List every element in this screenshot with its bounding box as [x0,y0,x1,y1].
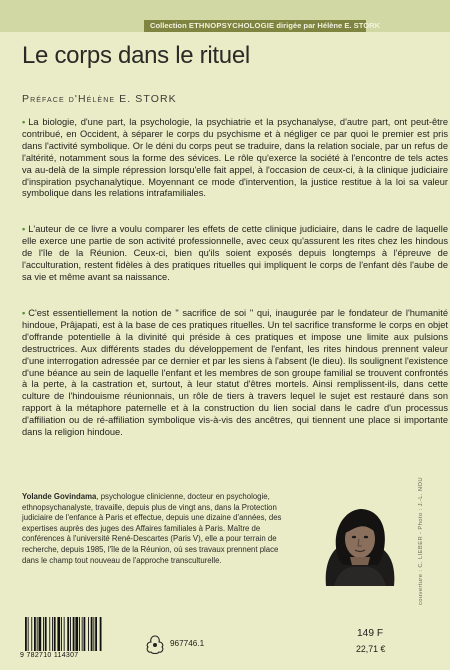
author-bio [22,492,294,566]
barcode-bar [28,617,29,651]
paragraph-text: La biologie, d'une part, la psychologie, la psychiatrie et la psychanalyse, d'autre part, ont peut-être contribué, en Occident, à séparer le corps du psychisme et à négliger ce par quoi le premier est pris dans l'activité symbolique. Or le déni du corps peut se traduire, dans la relation sociale, par un refus de l'altérité, notamment sous la forme des sévices. Le rôle qu'exerce la société à l'encontre de tels actes va au-delà de la simple répression lorsqu'elle fait appel, à l'occasion de ceux-ci, à la clinique judiciaire d'inspiration psychanalytique. Moyennant ce mode d'intervention, la justice restitue à la loi sa valeur symbolique dans les relations intrafamiliales. [22,117,448,199]
barcode-bar [93,617,94,651]
barcode-bar [45,617,47,651]
price-francs: 149 F [357,628,384,639]
collection-prefix: Collection [150,21,189,30]
barcode-bar [67,617,69,651]
barcode-bar [37,617,38,651]
barcode-bar [31,617,32,651]
author-name: Yolande Govindama [22,492,97,501]
publisher-logo-icon [144,634,166,654]
barcode-bar [57,617,60,651]
paragraph-text: C'est essentiellement la notion de " sacrifice de soi " qui, inaugurée par le fondateur de l'humanité hindoue, Prâjapati, est à la base de ces pratiques rituelles. Un tel sacrifice transforme le corps en objet d'offrande potentielle à la divinité qui préside à ces pratiques et impose une limite aux pulsions destructrices. Aux différents stades du développement de l'enfant, les rites hindous prennent valeur d'une interrogation adressée par ce dernier et par les siens à l'absent (le dieu). Ils soulignent l'existence d'une béance au sein de laquelle l'enfant et les membres de son groupe familial se trouvent confrontés à la perte, à la castration et, surtout, à leur statut d'êtres mortels. Ainsi remplissent-ils, dans cette culture de l'hindouisme réunionnais, un rôle de tiers à travers lequel le sujet est restauré dans son rapport à la métaphore paternelle et à la construction du lien social dans le cadre d'un processus d'affiliation ou de ré-affiliation symbolique vis-à-vis des ancêtres, qui tiennent une place si importante dans la religion hindoue. [22,308,448,438]
book-title: Le corps dans le rituel [22,42,250,69]
summary-paragraph-2 [22,224,448,304]
collection-suffix: dirigée par Hélène E. STORK [274,21,381,30]
barcode-bar [95,617,97,651]
barcode-bar [43,617,44,651]
barcode-bar [91,617,93,651]
collection-label [150,20,381,32]
bullet-icon: • [22,224,26,234]
barcode-bar [49,617,50,651]
author-photo-drawing [304,503,412,586]
publisher-code: 967746.1 [170,639,205,648]
preface-line: Préface d'Hélène E. STORK [22,93,177,105]
barcode-bar [88,617,89,651]
bullet-icon: • [22,117,26,127]
barcode-bar [84,617,86,651]
barcode-bar [82,617,83,651]
barcode-bar [54,617,56,651]
barcode-bar [64,617,65,651]
barcode-bars [22,617,124,651]
collection-name: ETHNOPSYCHOLOGIE [188,21,275,30]
barcode-bar [34,617,36,651]
barcode-bar [25,617,27,651]
barcode-bar [75,617,78,651]
barcode-bar [39,617,42,651]
price-euros: 22,71 € [356,644,386,654]
bullet-icon: • [22,308,26,318]
author-photo [304,503,412,586]
barcode-bar [52,617,53,651]
barcode-bar [79,617,80,651]
isbn-digits: 9 782710 114307 [20,652,79,659]
barcode-bar [70,617,71,651]
barcode-bar [73,617,75,651]
barcode-bar [100,617,102,651]
barcode-bar [61,617,62,651]
photo-credit: couverture : C. LIEBER - Photo : J.-L. NOU [418,477,424,605]
paragraph-text: L'auteur de ce livre a voulu comparer les effets de cette clinique judiciaire, dans le cadre de laquelle elle exerce une partie de son activité professionnelle, avec ceux qu'assurent les rites chez les hindous de l'île de la Réunion. Ceux-ci, bien qu'ils soient exposés depuis longtemps à l'épreuve de l'acculturation, restent fidèles à des pratiques rituelles qui impliquent le corps de l'enfant dès l'aube de sa vie et même avant sa naissance. [22,224,448,282]
summary-paragraph-1 [22,117,448,217]
summary-paragraph-3 [22,308,448,493]
author-bio-text: , psychologue clinicienne, docteur en psychologie, ethnopsychanalyste, travaille, depuis plus de vingt ans, dans la Protection judiciaire de l'enfance à Paris et effectue, depuis une dizaine d'années, des expertises auprès des juges des Affaires familiales à Paris. Maître de conférences à l'université René-Descartes (Paris V), elle a pour terrain de recherche, depuis 1985, l'île de la Réunion, où ses travaux prennent place dans le champ tout nouveau de l'approche transculturelle. [22,492,282,565]
